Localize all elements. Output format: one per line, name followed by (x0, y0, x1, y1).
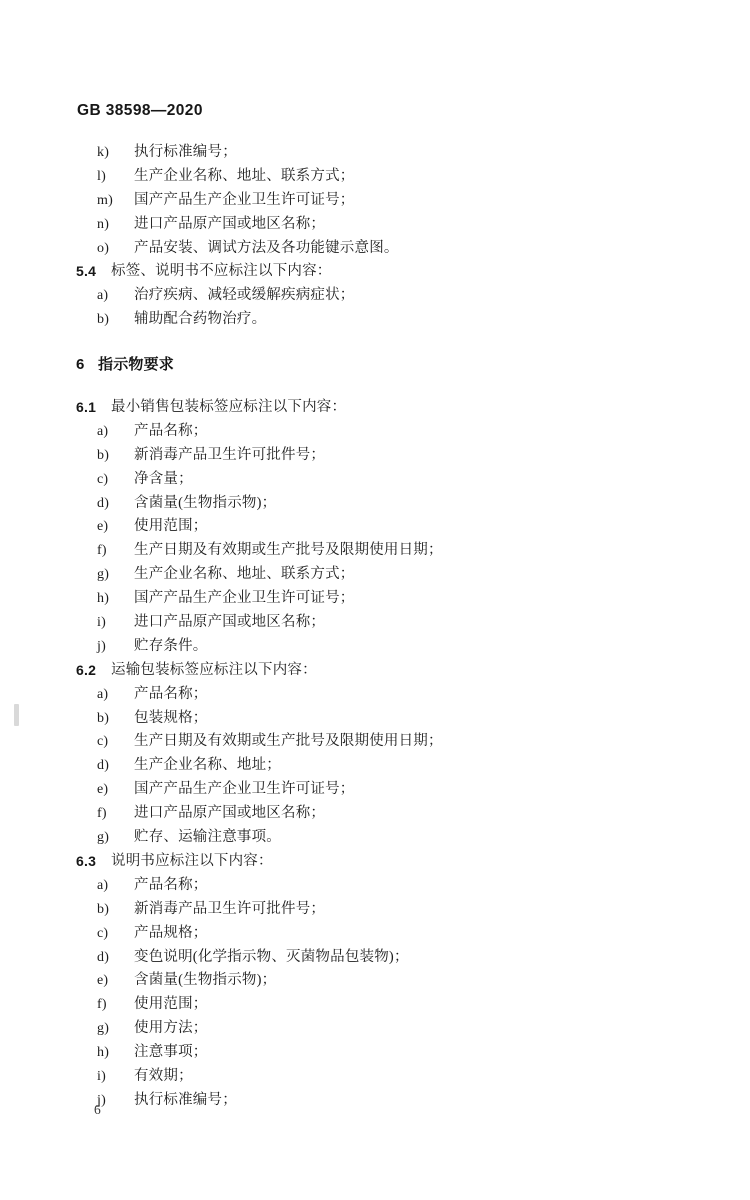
line-text: 产品安装、调试方法及各功能键示意图。 (134, 239, 399, 256)
item-letter: f) (97, 997, 107, 1013)
line-text: 最小销售包装标签应标注以下内容： (111, 399, 347, 416)
item-letter: h) (97, 591, 110, 607)
list-item (76, 826, 686, 850)
line-text: 国产产品生产企业卫生许可证号； (134, 191, 355, 208)
list-item (76, 874, 686, 898)
item-letter: n) (97, 216, 110, 232)
item-letter: b) (97, 710, 110, 726)
list-item (76, 611, 686, 635)
list-item (76, 308, 686, 332)
list-item (76, 515, 686, 539)
line-text: 新消毒产品卫生许可批件号； (134, 446, 326, 463)
list-item (76, 165, 686, 189)
item-letter: i) (97, 1068, 106, 1084)
item-letter: j) (97, 638, 106, 654)
list-item (76, 563, 686, 587)
item-letter: g) (97, 830, 110, 846)
list-item (76, 707, 686, 731)
list-item (76, 1065, 686, 1089)
page-number: 6 (94, 1102, 101, 1117)
item-letter: i) (97, 615, 106, 631)
line-text: 生产日期及有效期或生产批号及限期使用日期； (134, 542, 443, 559)
item-letter: l) (97, 168, 106, 184)
item-letter: a) (97, 686, 109, 702)
item-letter: b) (97, 447, 110, 463)
clause-number: 6 (76, 356, 85, 374)
line-text: 生产企业名称、地址、联系方式； (134, 566, 355, 583)
line-text: 使用方法； (134, 1020, 208, 1037)
item-letter: h) (97, 1045, 110, 1061)
document-body (76, 141, 686, 1113)
line-text: 国产产品生产企业卫生许可证号； (134, 590, 355, 607)
item-letter: f) (97, 806, 107, 822)
item-letter: c) (97, 925, 109, 941)
line-text: 包装规格； (134, 709, 208, 726)
list-item (76, 778, 686, 802)
line-text: 生产企业名称、地址； (134, 757, 281, 774)
item-letter: d) (97, 949, 110, 965)
list-item (76, 993, 686, 1017)
clause-line (76, 850, 686, 874)
line-text: 变色说明(化学指示物、灭菌物品包装物)； (134, 948, 409, 965)
list-item (76, 237, 686, 261)
line-text: 注意事项； (134, 1044, 208, 1061)
item-letter: e) (97, 782, 109, 798)
item-letter: g) (97, 1021, 110, 1037)
item-letter: a) (97, 423, 109, 439)
line-text: 进口产品原产国或地区名称； (134, 215, 326, 232)
list-item (76, 1041, 686, 1065)
item-letter: c) (97, 734, 109, 750)
item-letter: e) (97, 519, 109, 535)
list-item (76, 141, 686, 165)
item-letter: d) (97, 495, 110, 511)
section-heading (76, 353, 686, 377)
line-text: 标签、说明书不应标注以下内容： (111, 263, 332, 280)
item-letter: o) (97, 240, 110, 256)
clause-number: 6.3 (76, 852, 97, 869)
item-letter: b) (97, 312, 110, 328)
line-text: 产品规格； (134, 924, 208, 941)
list-item (76, 213, 686, 237)
list-item (76, 492, 686, 516)
running-header (77, 102, 203, 120)
list-item (76, 444, 686, 468)
line-text: 进口产品原产国或地区名称； (134, 805, 326, 822)
line-text: 净含量； (134, 470, 193, 487)
clause-line (76, 396, 686, 420)
list-item (76, 683, 686, 707)
line-text: 执行标准编号； (134, 1091, 237, 1108)
list-item (76, 1089, 686, 1113)
line-text: 产品名称； (134, 422, 208, 439)
line-text: 治疗疾病、减轻或缓解疾病症状； (134, 287, 355, 304)
list-item (76, 635, 686, 659)
clause-line (76, 659, 686, 683)
item-letter: c) (97, 471, 109, 487)
line-text: 运输包装标签应标注以下内容： (111, 661, 317, 678)
line-text: 生产企业名称、地址、联系方式； (134, 167, 355, 184)
line-text: 贮存、运输注意事项。 (134, 829, 281, 846)
list-item (76, 922, 686, 946)
line-text: 执行标准编号； (134, 144, 237, 160)
item-letter: d) (97, 758, 110, 774)
list-item (76, 946, 686, 970)
line-text: 有效期； (134, 1067, 193, 1084)
line-text: 使用范围； (134, 518, 208, 535)
clause-line (76, 260, 686, 284)
item-letter: g) (97, 567, 110, 583)
list-item (76, 1017, 686, 1041)
item-letter: k) (97, 145, 110, 160)
line-text: 含菌量(生物指示物)； (134, 972, 277, 989)
list-item (76, 539, 686, 563)
list-item (76, 898, 686, 922)
item-letter: j) (97, 1092, 106, 1108)
line-text: 辅助配合药物治疗。 (134, 311, 267, 328)
item-letter: f) (97, 543, 107, 559)
item-letter: e) (97, 973, 109, 989)
clause-number: 5.4 (76, 263, 97, 280)
line-text: 说明书应标注以下内容： (111, 852, 273, 869)
item-letter: b) (97, 901, 110, 917)
list-item (76, 802, 686, 826)
item-letter: a) (97, 877, 109, 893)
line-text: 含菌量(生物指示物)； (134, 494, 277, 511)
clause-number: 6.2 (76, 661, 97, 678)
line-text: 国产产品生产企业卫生许可证号； (134, 781, 355, 798)
line-text: 产品名称； (134, 876, 208, 893)
list-item (76, 420, 686, 444)
line-text: 进口产品原产国或地区名称； (134, 614, 326, 631)
list-item (76, 284, 686, 308)
list-item (76, 730, 686, 754)
list-item (76, 969, 686, 993)
item-letter: a) (97, 288, 109, 304)
scan-binding-mark (14, 704, 19, 726)
item-letter: m) (97, 192, 113, 208)
line-text: 新消毒产品卫生许可批件号； (134, 900, 326, 917)
line-text: 贮存条件。 (134, 637, 208, 654)
standard-number: GB 38598—2020 (77, 102, 203, 119)
line-text: 产品名称； (134, 685, 208, 702)
clause-number: 6.1 (76, 399, 97, 416)
list-item (76, 189, 686, 213)
heading-text: 指示物要求 (98, 356, 175, 374)
page-footer (94, 1102, 101, 1118)
list-item (76, 468, 686, 492)
list-item (76, 754, 686, 778)
line-text: 生产日期及有效期或生产批号及限期使用日期； (134, 733, 443, 750)
line-text: 使用范围； (134, 996, 208, 1013)
list-item (76, 587, 686, 611)
